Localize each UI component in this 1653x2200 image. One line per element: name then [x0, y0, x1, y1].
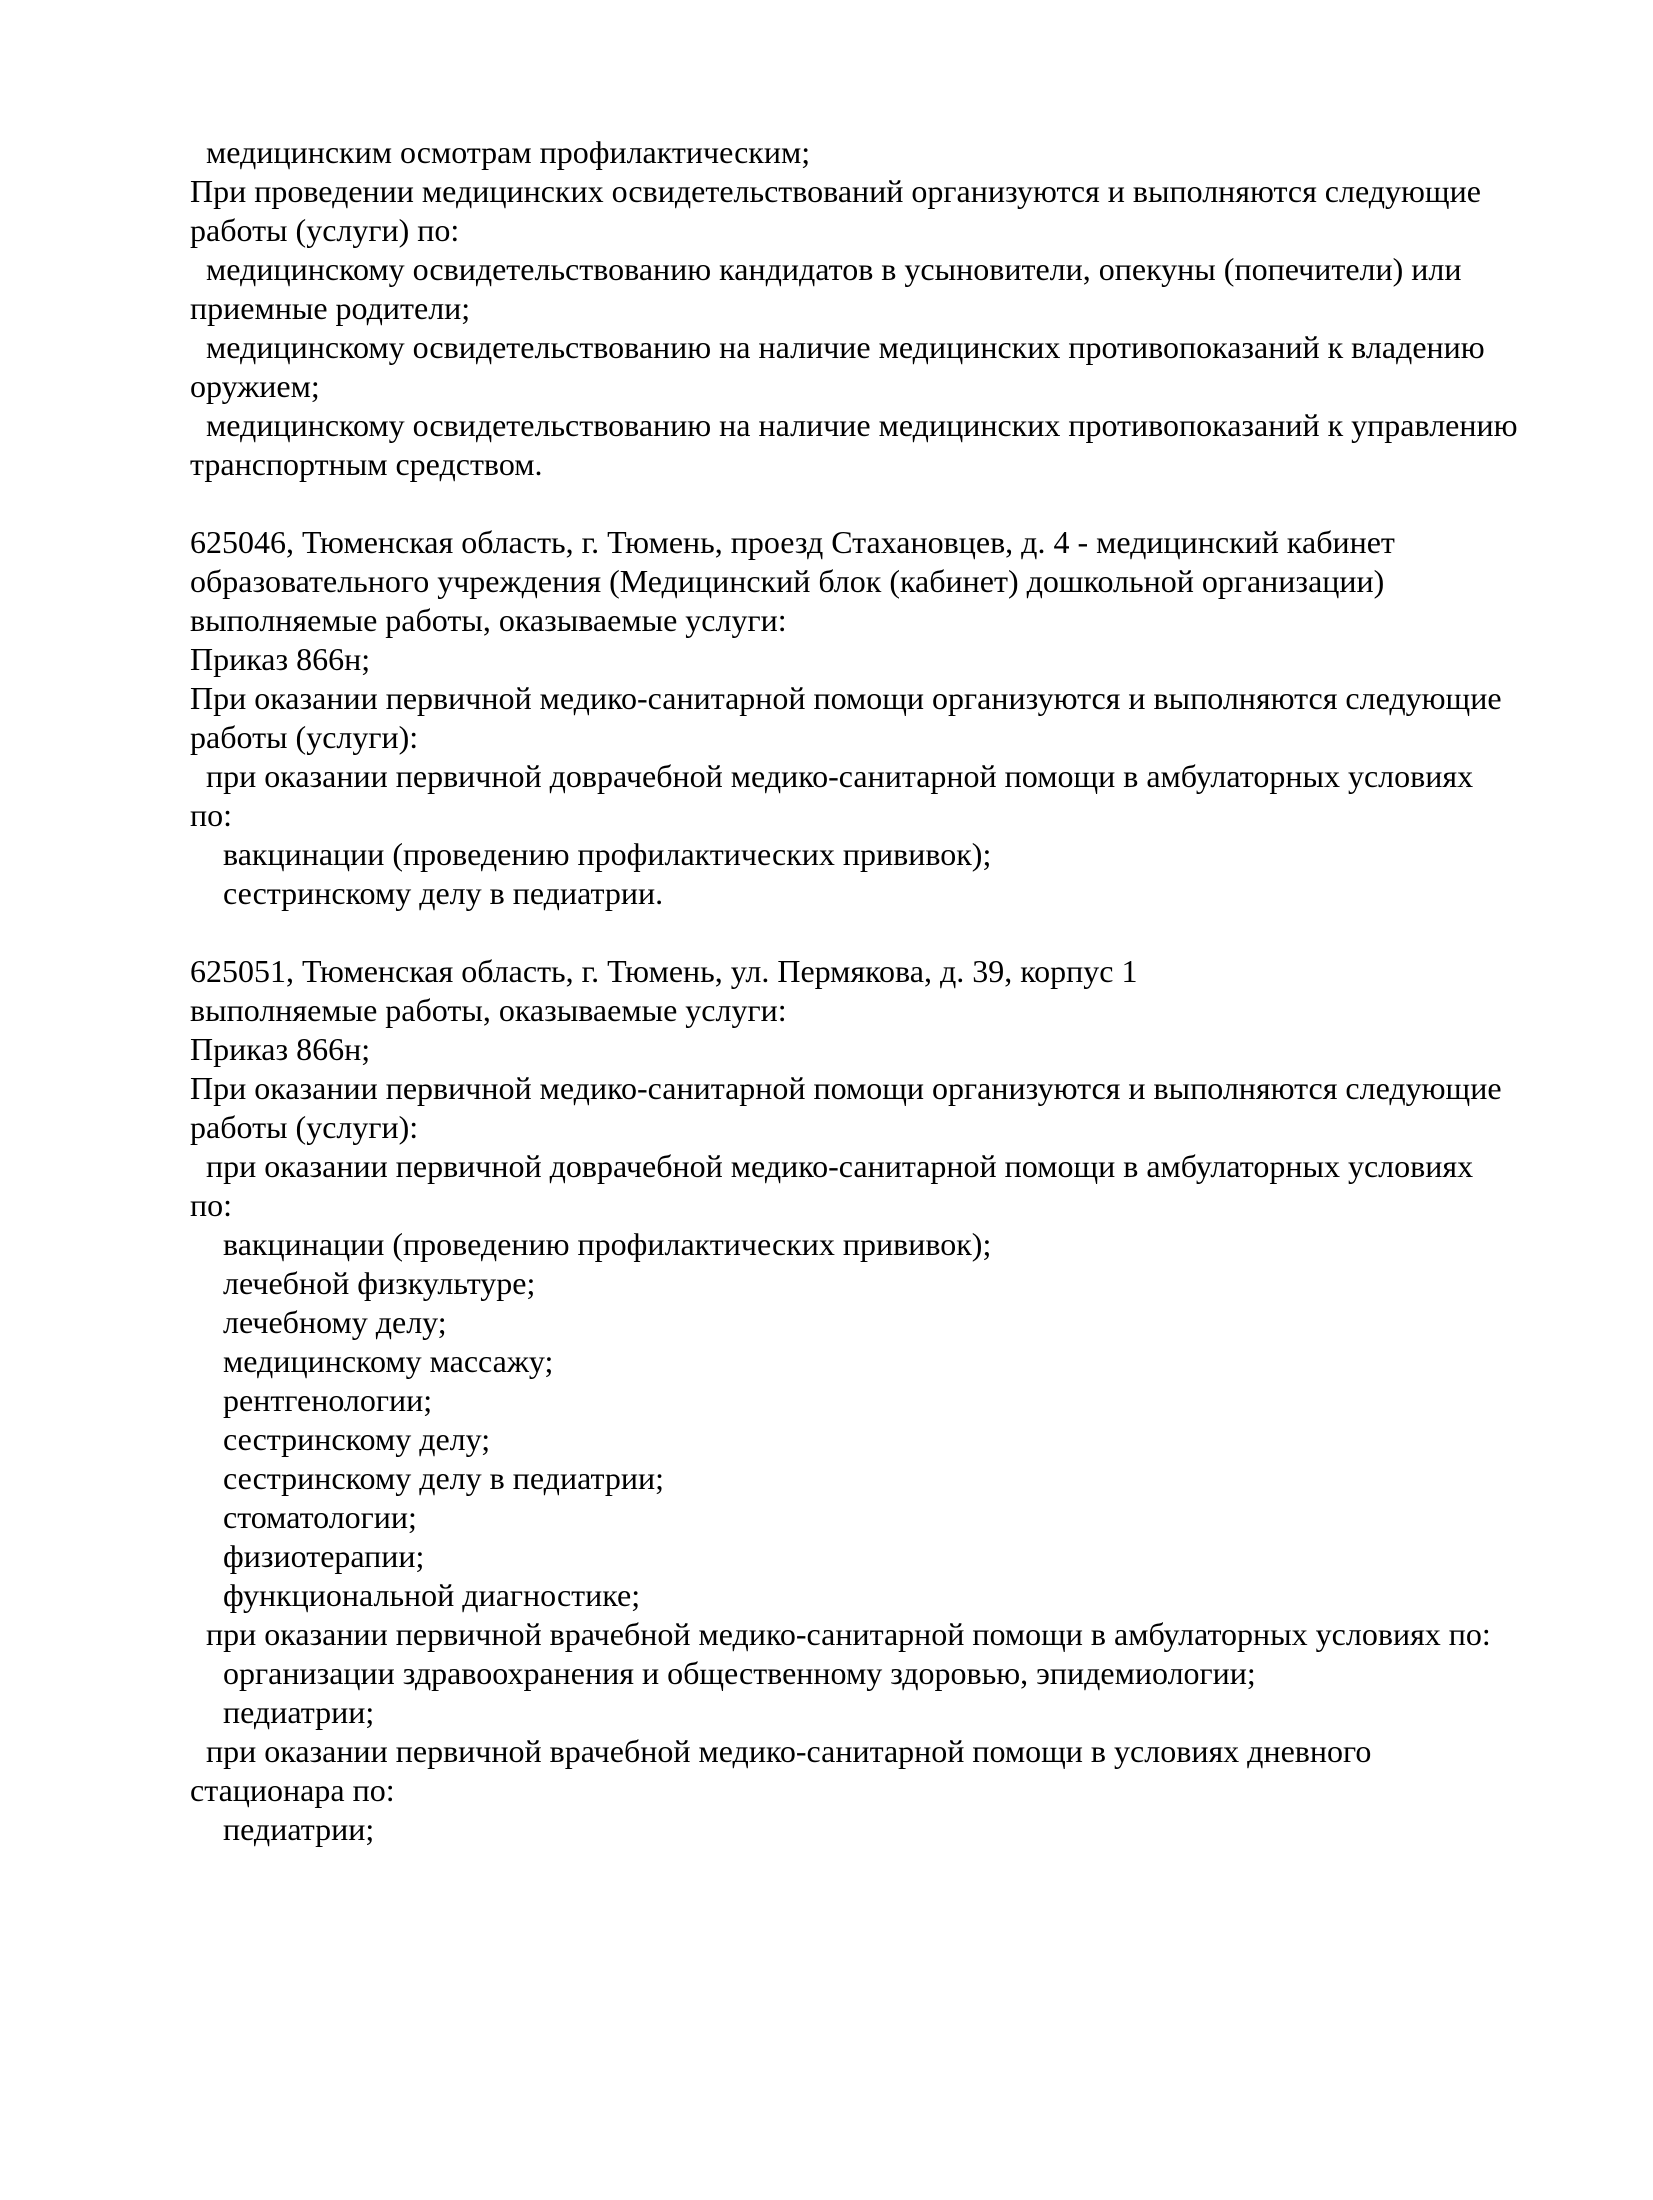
text-line: При оказании первичной медико-санитарной помощи организуются и выполняются следующие — [190, 680, 1502, 716]
list-item: лечебному делу; — [223, 1304, 447, 1340]
list-item: вакцинации (проведению профилактических прививок); — [223, 1226, 992, 1262]
text-line: работы (услуги) по: — [190, 212, 460, 248]
list-item: сестринскому делу; — [223, 1421, 491, 1457]
list-item: стоматологии; — [223, 1499, 417, 1535]
text-line: выполняемые работы, оказываемые услуги: — [190, 602, 787, 638]
text-line: образовательного учреждения (Медицинский блок (кабинет) дошкольной организации) — [190, 563, 1385, 599]
text-line: при оказании первичной доврачебной медико-санитарной помощи в амбулаторных условиях — [206, 758, 1474, 794]
text-line: При проведении медицинских освидетельствований организуются и выполняются следующие — [190, 173, 1481, 209]
address-line: 625046, Тюменская область, г. Тюмень, проезд Стахановцев, д. 4 - медицинский кабинет — [190, 524, 1395, 560]
list-item: лечебной физкультуре; — [223, 1265, 536, 1301]
text-line: при оказании первичной врачебной медико-санитарной помощи в условиях дневного — [206, 1733, 1372, 1769]
text-line: работы (услуги): — [190, 719, 419, 755]
section-medical-examinations — [190, 133, 1550, 484]
section-address-625046 — [190, 523, 1550, 913]
text-line: по: — [190, 1187, 233, 1223]
list-item: сестринскому делу в педиатрии; — [223, 1460, 664, 1496]
text-line: медицинскому освидетельствованию на наличие медицинских противопоказаний к управлению — [206, 407, 1518, 443]
text-line: Приказ 866н; — [190, 641, 371, 677]
text-line: при оказании первичной доврачебной медико-санитарной помощи в амбулаторных условиях — [206, 1148, 1474, 1184]
list-item: организации здравоохранения и общественному здоровью, эпидемиологии; — [223, 1655, 1256, 1691]
text-line: транспортным средством. — [190, 446, 543, 482]
address-line: 625051, Тюменская область, г. Тюмень, ул. Пермякова, д. 39, корпус 1 — [190, 953, 1138, 989]
text-line: стационара по: — [190, 1772, 395, 1808]
text-line: приемные родители; — [190, 290, 471, 326]
section-address-625051 — [190, 952, 1550, 1849]
text-line: работы (услуги): — [190, 1109, 419, 1145]
document-text — [190, 133, 1550, 1849]
list-item: сестринскому делу в педиатрии. — [223, 875, 664, 911]
list-item: вакцинации (проведению профилактических прививок); — [223, 836, 992, 872]
text-line: при оказании первичной врачебной медико-санитарной помощи в амбулаторных условиях по: — [206, 1616, 1491, 1652]
text-line: выполняемые работы, оказываемые услуги: — [190, 992, 787, 1028]
text-line: Приказ 866н; — [190, 1031, 371, 1067]
text-line: оружием; — [190, 368, 320, 404]
paragraph-gap — [190, 913, 1550, 952]
paragraph-gap — [190, 484, 1550, 523]
list-item: функциональной диагностике; — [223, 1577, 641, 1613]
list-item: рентгенологии; — [223, 1382, 433, 1418]
text-line: медицинскому освидетельствованию на наличие медицинских противопоказаний к владению — [206, 329, 1485, 365]
text-line: медицинскому освидетельствованию кандидатов в усыновители, опекуны (попечители) или — [206, 251, 1462, 287]
list-item: педиатрии; — [223, 1694, 375, 1730]
text-line: медицинским осмотрам профилактическим; — [206, 134, 811, 170]
list-item: физиотерапии; — [223, 1538, 425, 1574]
list-item: медицинскому массажу; — [223, 1343, 554, 1379]
list-item: педиатрии; — [223, 1811, 375, 1847]
text-line: по: — [190, 797, 233, 833]
text-line: При оказании первичной медико-санитарной помощи организуются и выполняются следующие — [190, 1070, 1502, 1106]
